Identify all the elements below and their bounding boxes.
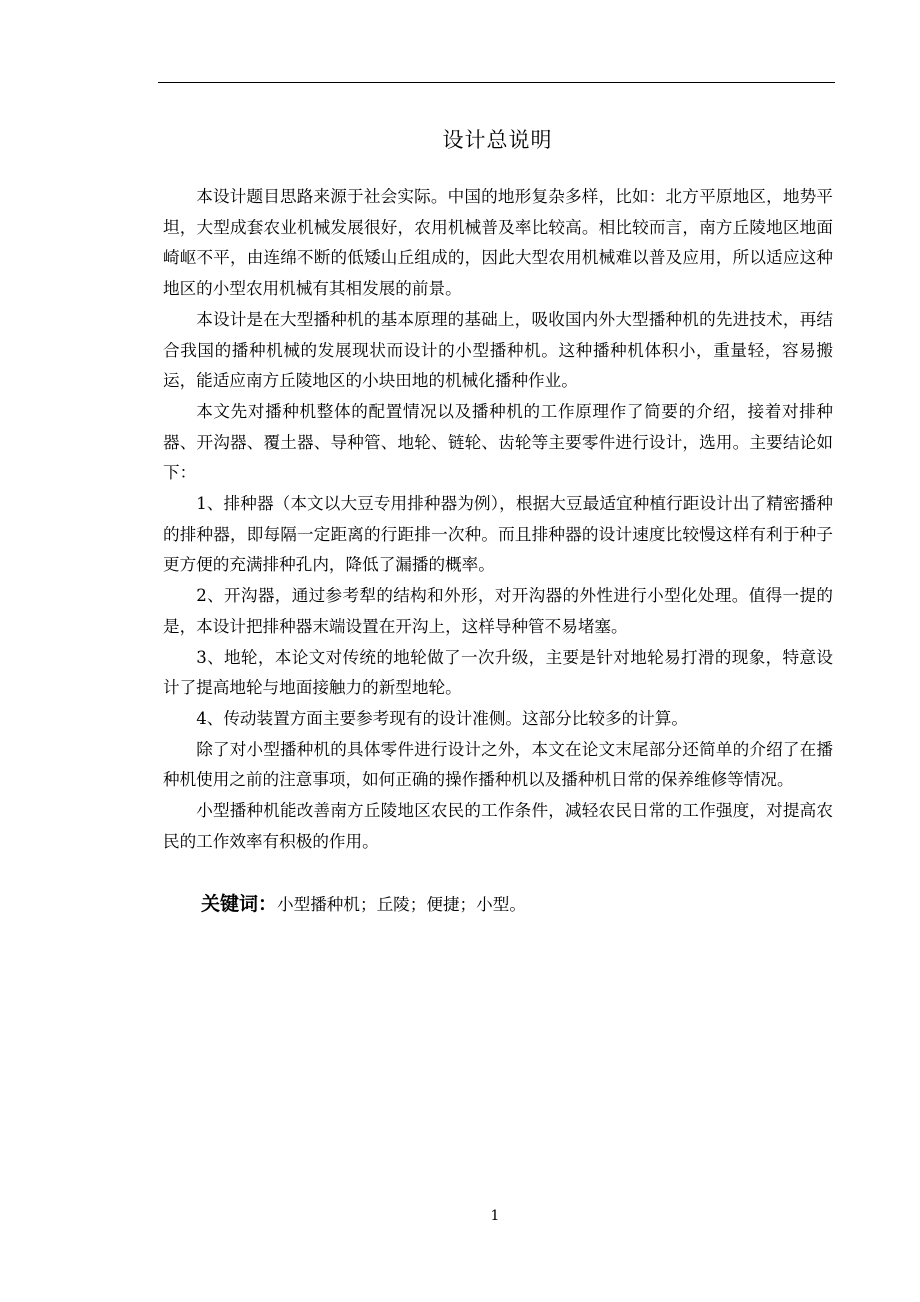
paragraph: 3、地轮，本论文对传统的地轮做了一次升级，主要是针对地轮易打滑的现象，特意设计了提高地轮与地面接触力的新型地轮。 <box>163 647 833 698</box>
paragraph: 小型播种机能改善南方丘陵地区农民的工作条件，减轻农民日常的工作强度，对提高农民的工作效率有积极的作用。 <box>163 801 833 851</box>
paragraph: 除了对小型播种机的具体零件进行设计之外，本文在论文末尾部分还简单的介绍了在播种机使用之前的注意事项，如何正确的操作播种机以及播种机日常的保养维修等情况。 <box>163 739 833 790</box>
paragraph: 1、排种器（本文以大豆专用排种器为例），根据大豆最适宜种植行距设计出了精密播种的排种器，即每隔一定距离的行距排一次种。而且排种器的设计速度比较慢这样有利于种子更方便的充满排种孔内，降低了漏播的概率。 <box>163 494 833 575</box>
paragraph: 2、开沟器，通过参考犁的结构和外形，对开沟器的外性进行小型化处理。值得一提的是，本设计把排种器末端设置在开沟上，这样导种管不易堵塞。 <box>163 586 833 636</box>
keywords-text: 小型播种机；丘陵；便捷；小型。 <box>277 895 526 914</box>
keywords-label: 关键词： <box>201 893 278 915</box>
paragraph: 本设计是在大型播种机的基本原理的基础上，吸收国内外大型播种机的先进技术，再结合我国的播种机械的发展现状而设计的小型播种机。这种播种机体积小，重量轻，容易搬运，能适应南方丘陵地区的小块田地的机械化播种作业。 <box>163 309 833 391</box>
keywords-line <box>201 889 526 916</box>
paragraph: 4、传动装置方面主要参考现有的设计准侧。这部分比较多的计算。 <box>196 708 688 728</box>
header-rule <box>158 82 835 83</box>
paragraph: 本文先对播种机整体的配置情况以及播种机的工作原理作了简要的介绍，接着对排种器、开沟器、覆土器、导种管、地轮、链轮、齿轮等主要零件进行设计，选用。主要结论如下： <box>163 401 833 483</box>
body-text <box>163 182 833 857</box>
paragraph: 本设计题目思路来源于社会实际。中国的地形复杂多样，比如：北方平原地区，地势平坦，大型成套农业机械发展很好，农用机械普及率比较高。相比较而言，南方丘陵地区地面崎岖不平，由连绵不断的低矮山丘组成的，因此大型农用机械难以普及应用，所以适应这种地区的小型农用机械有其相发展的前景。 <box>163 187 833 299</box>
page-number: 1 <box>490 1208 500 1224</box>
page-title: 设计总说明 <box>442 128 553 152</box>
